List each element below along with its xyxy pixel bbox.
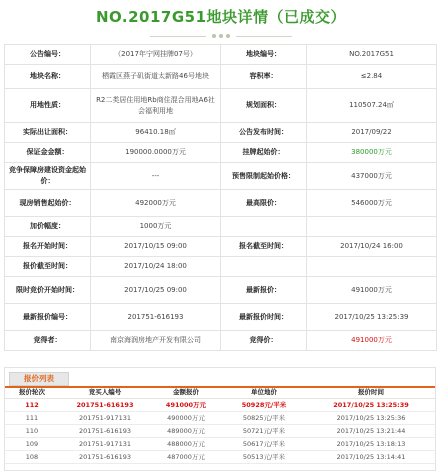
bid-bidder: 201751-616193	[59, 398, 151, 411]
bid-amount: 491000万元	[151, 398, 221, 411]
label-announcement-no: 公告编号：	[5, 45, 91, 65]
detail-row	[5, 163, 437, 190]
detail-row	[5, 65, 437, 89]
label-latest-bid-no: 最新报价编号：	[5, 304, 91, 331]
header-bidder-no: 竞买人编号	[59, 388, 151, 398]
label-timed-bid-start: 限时竞价开始时间：	[5, 277, 91, 304]
value-latest-bid-no: 201751-616193	[91, 304, 221, 331]
bid-unit-price: 50721元/平米	[221, 424, 307, 437]
bid-bidder: 201751-917131	[59, 411, 151, 424]
value-planned-area: 110507.24㎡	[307, 89, 437, 123]
value-land-use: R2二类居住用地Rb商住混合用地A6社会福利用地	[91, 89, 221, 123]
bid-time: 2017/10/25 13:21:44	[307, 424, 435, 437]
value-registration-start: 2017/10/15 09:00	[91, 237, 221, 257]
value-parcel-name: 栖霞区燕子矶街道太新路46号地块	[91, 65, 221, 89]
bid-header-row	[5, 388, 435, 398]
value-bid-deadline: 2017/10/24 18:00	[91, 257, 221, 277]
value-parcel-no: NO.2017G51	[307, 45, 437, 65]
detail-row	[5, 217, 437, 237]
value-announcement-no: （2017年宁网挂牌07号）	[91, 45, 221, 65]
detail-row	[5, 143, 437, 163]
label-housing-fund-price: 竞争保障房建设资金起始价：	[5, 163, 91, 190]
bid-time: 2017/10/25 13:14:41	[307, 450, 435, 463]
bid-time: 2017/10/25 13:25:39	[307, 398, 435, 411]
value-actual-area: 96410.18㎡	[91, 123, 221, 143]
label-increment: 加价幅度：	[5, 217, 91, 237]
label-presale-price: 预售限制起始价格：	[221, 163, 307, 190]
empty-cell	[307, 257, 437, 277]
bid-list-panel	[4, 367, 436, 471]
label-parcel-name: 地块名称：	[5, 65, 91, 89]
bid-bidder: 201751-616193	[59, 424, 151, 437]
detail-table	[4, 44, 437, 351]
label-registration-start: 报名开始时间：	[5, 237, 91, 257]
value-publish-time: 2017/09/22	[307, 123, 437, 143]
title-text: NO.2017G51地块详情	[95, 8, 269, 26]
detail-row	[5, 257, 437, 277]
bid-amount: 489000万元	[151, 424, 221, 437]
label-bid-deadline: 报价截至时间：	[5, 257, 91, 277]
label-winning-price: 竞得价：	[221, 331, 307, 351]
label-starting-price: 挂牌起始价：	[221, 143, 307, 163]
bid-amount: 488000万元	[151, 437, 221, 450]
bid-time: 2017/10/25 13:18:13	[307, 437, 435, 450]
bid-unit-price: 50825元/平米	[221, 411, 307, 424]
value-plot-ratio: ≤2.84	[307, 65, 437, 89]
page-title	[0, 6, 442, 27]
bid-row	[5, 424, 435, 437]
label-max-price: 最高限价：	[221, 190, 307, 217]
detail-row	[5, 237, 437, 257]
label-existing-sale-price: 现房销售起始价：	[5, 190, 91, 217]
value-presale-price: 437000万元	[307, 163, 437, 190]
bid-row	[5, 437, 435, 450]
label-latest-bid: 最新报价：	[221, 277, 307, 304]
title-divider	[150, 33, 292, 39]
label-deposit: 保证金金额：	[5, 143, 91, 163]
detail-row	[5, 45, 437, 65]
detail-row	[5, 190, 437, 217]
detail-row	[5, 123, 437, 143]
header-round: 报价轮次	[5, 388, 59, 398]
value-winning-price: 491000万元	[307, 331, 437, 351]
bid-unit-price: 50617元/平米	[221, 437, 307, 450]
bid-amount: 487000万元	[151, 450, 221, 463]
label-winner: 竞得者：	[5, 331, 91, 351]
label-parcel-no: 地块编号：	[221, 45, 307, 65]
value-increment: 1000万元	[91, 217, 221, 237]
value-registration-end: 2017/10/24 16:00	[307, 237, 437, 257]
empty-cell	[307, 217, 437, 237]
bid-row	[5, 411, 435, 424]
bid-list-tab[interactable]: 报价列表	[9, 372, 69, 386]
value-latest-bid-time: 2017/10/25 13:25:39	[307, 304, 437, 331]
bid-round: 110	[5, 424, 59, 437]
label-registration-end: 报名截至时间：	[221, 237, 307, 257]
bid-row	[5, 398, 435, 411]
bid-round: 112	[5, 398, 59, 411]
bid-bidder: 201751-616193	[59, 450, 151, 463]
label-plot-ratio: 容积率：	[221, 65, 307, 89]
header-bid-time: 报价时间	[307, 388, 435, 398]
bid-row	[5, 450, 435, 463]
value-winner: 南京海润房地产开发有限公司	[91, 331, 221, 351]
value-housing-fund-price: ---	[91, 163, 221, 190]
detail-row	[5, 304, 437, 331]
bid-amount: 490000万元	[151, 411, 221, 424]
empty-cell	[221, 257, 307, 277]
status-text: （已成交）	[268, 8, 347, 26]
bid-bidder: 201751-917131	[59, 437, 151, 450]
value-existing-sale-price: 492000万元	[91, 190, 221, 217]
header-unit-price: 单位地价	[221, 388, 307, 398]
header-amount: 金额报价	[151, 388, 221, 398]
empty-cell	[221, 217, 307, 237]
detail-row	[5, 331, 437, 351]
bid-unit-price: 50928元/平米	[221, 398, 307, 411]
value-deposit: 190000.0000万元	[91, 143, 221, 163]
value-max-price: 546000万元	[307, 190, 437, 217]
detail-row	[5, 89, 437, 123]
label-publish-time: 公告发布时间：	[221, 123, 307, 143]
label-land-use: 用地性质：	[5, 89, 91, 123]
label-latest-bid-time: 最新报价时间：	[221, 304, 307, 331]
bid-time: 2017/10/25 13:25:36	[307, 411, 435, 424]
label-actual-area: 实际出让面积：	[5, 123, 91, 143]
bid-round: 111	[5, 411, 59, 424]
bid-round: 109	[5, 437, 59, 450]
bid-round: 108	[5, 450, 59, 463]
label-planned-area: 规划面积：	[221, 89, 307, 123]
detail-row	[5, 277, 437, 304]
bid-unit-price: 50513元/平米	[221, 450, 307, 463]
bid-list-table	[5, 388, 435, 464]
value-latest-bid: 491000万元	[307, 277, 437, 304]
value-timed-bid-start: 2017/10/25 09:00	[91, 277, 221, 304]
value-starting-price: 380000万元	[307, 143, 437, 163]
